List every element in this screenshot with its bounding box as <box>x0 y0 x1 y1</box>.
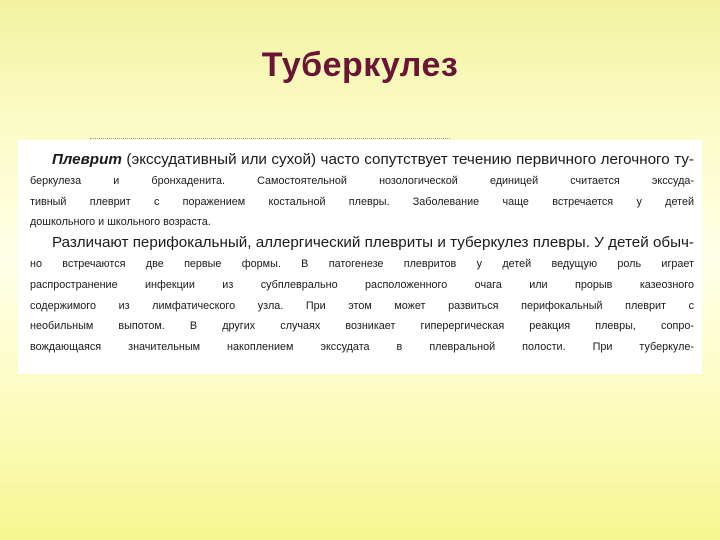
text-line: содержимого из лимфатического узла. При этом может развиться перифокальный плеврит с <box>30 299 694 312</box>
text-line: необильным выпотом. В других случаях возникает гиперергическая реакция плевры, сопро- <box>30 320 694 333</box>
scanned-text-block <box>18 140 702 374</box>
slide-title: Туберкулез <box>261 46 459 84</box>
text-line: вождающаяся значительным накоплением экссудата в плевральной полости. При туберкуле- <box>30 341 694 354</box>
text-line: Различают перифокальный, аллергический плевриты и туберкулез плевры. У детей обыч- <box>52 234 694 252</box>
text-line: дошкольного и школьного возраста. <box>30 216 211 229</box>
text-line: беркулеза и бронхаденита. Самостоятельной нозологической единицей считается экссуда- <box>30 174 694 187</box>
text-fragment: (экссудативный или сухой) часто сопутствует течению первичного легочного ту- <box>126 151 694 168</box>
term-pleuritis: Плеврит <box>52 151 122 168</box>
text-line: распространение инфекции из субплеврально расположенного очага или прорыв казеозного <box>30 278 694 291</box>
text-line: но встречаются две первые формы. В патогенезе плевритов у детей ведущую роль играет <box>30 257 694 270</box>
text-line <box>34 150 694 171</box>
text-line: тивный плеврит с поражением костальной плевры. Заболевание чаще встречается у детей <box>30 195 694 208</box>
